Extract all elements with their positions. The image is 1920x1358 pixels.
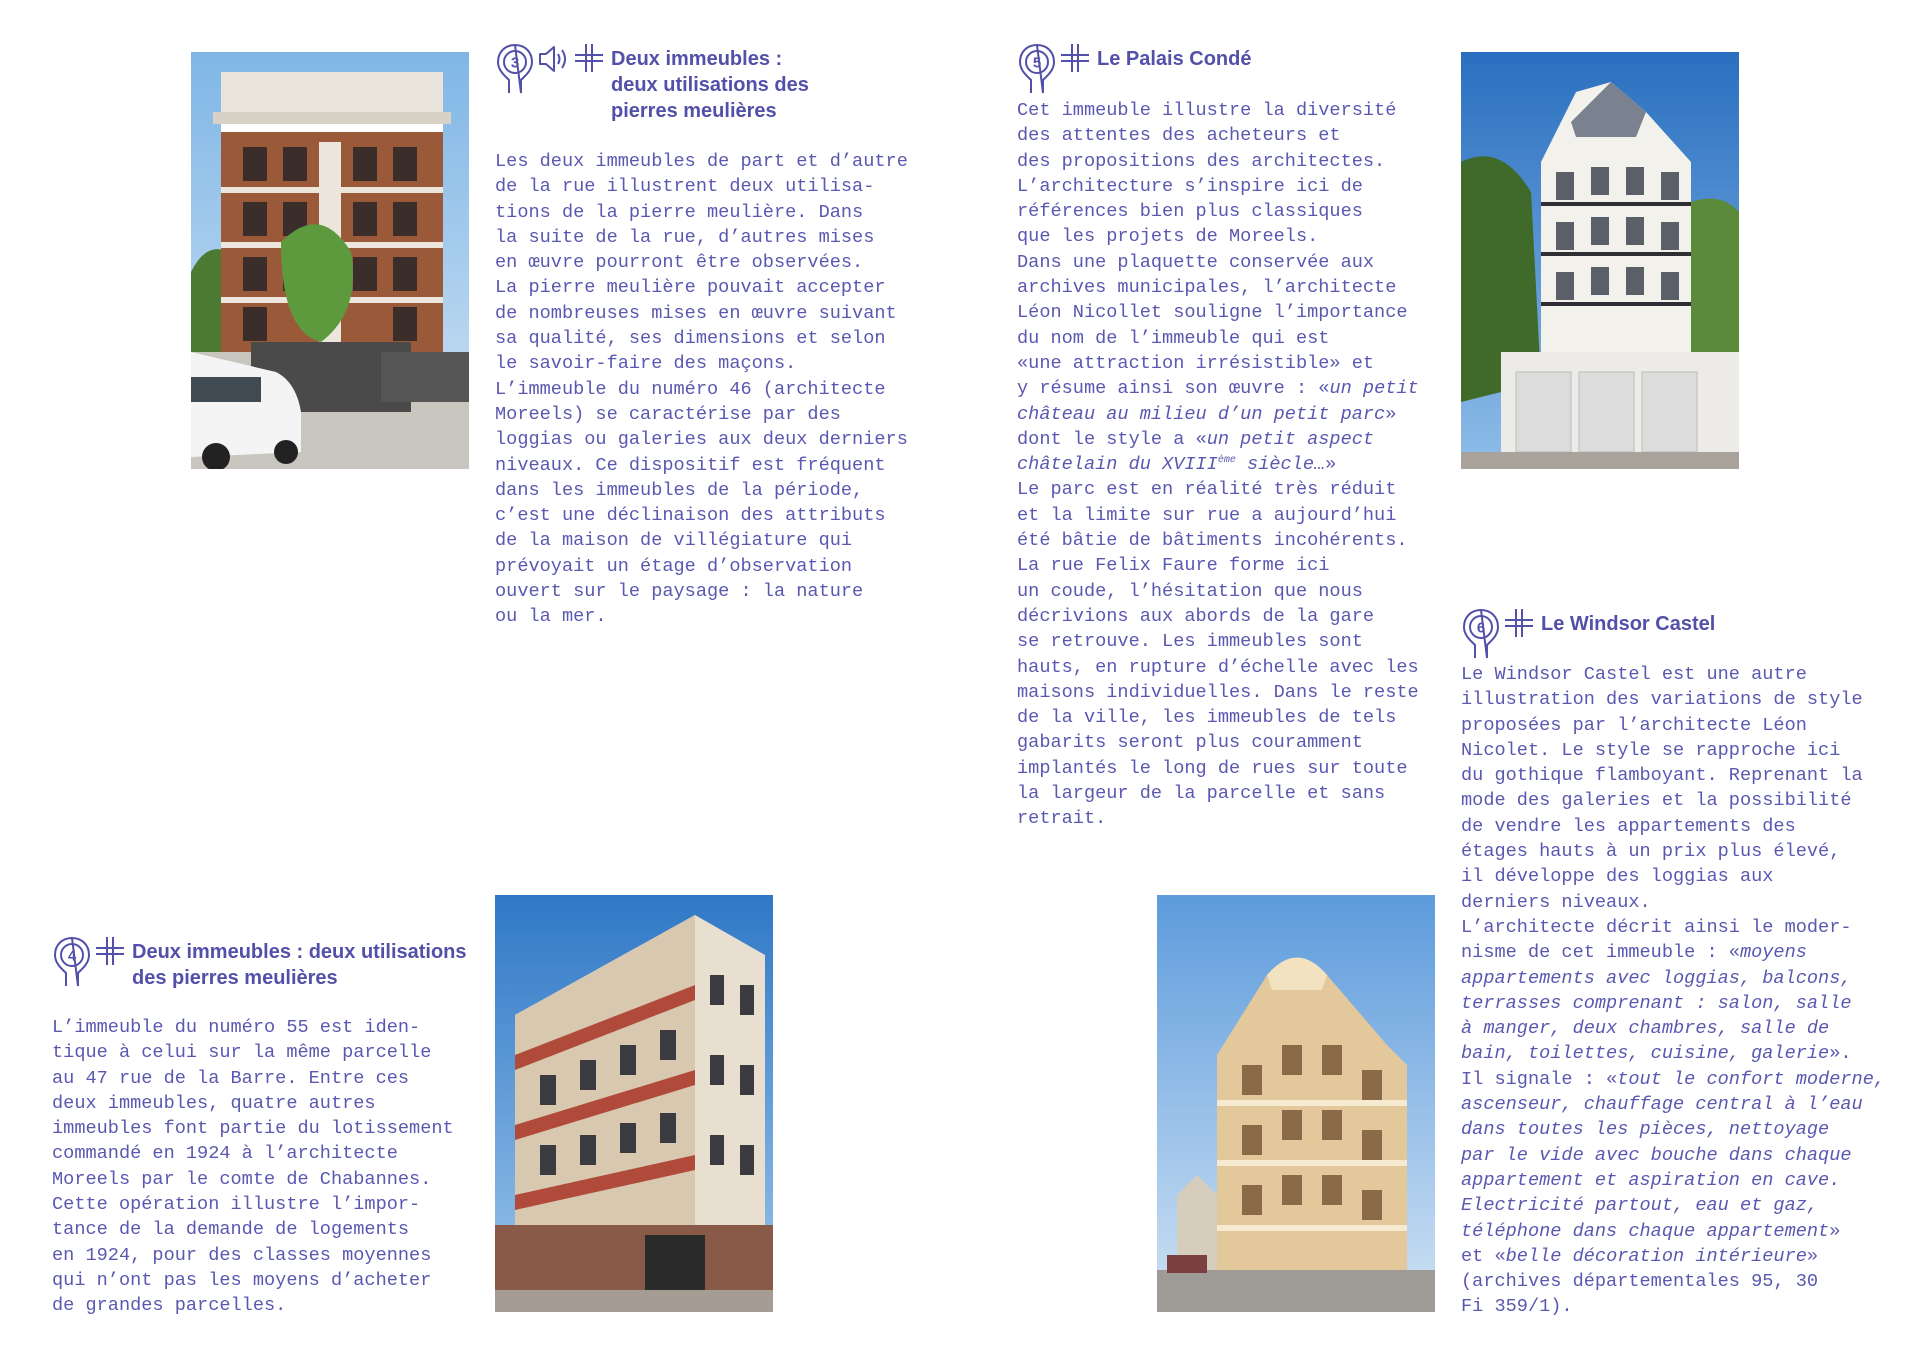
text-segment: La rue Felix Faure forme ici xyxy=(1017,555,1330,577)
entry-title-line: Deux immeubles : xyxy=(611,48,783,70)
body-line: qui n’ont pas les moyens d’acheter xyxy=(52,1269,432,1291)
text-segment: gabarits seront plus couramment xyxy=(1017,732,1363,754)
body-line: tique à celui sur la même parcelle xyxy=(52,1042,432,1064)
body-line xyxy=(1461,890,1885,915)
body-text-entry-3 xyxy=(495,149,908,630)
plus-icon xyxy=(1503,607,1535,639)
entry-title xyxy=(1097,46,1252,72)
body-line: Les deux immeubles de part et d’autre xyxy=(495,151,908,172)
italic-quote: par le vide avec bouche dans chaque xyxy=(1461,1144,1852,1166)
entry-title-line: Le Windsor Castel xyxy=(1541,613,1716,635)
body-line xyxy=(1017,781,1419,806)
entry-title xyxy=(1541,611,1715,637)
text-segment: Nicolet. Le style se rapproche ici xyxy=(1461,739,1841,761)
body-line xyxy=(1461,1041,1885,1066)
body-line: tions de la pierre meulière. Dans xyxy=(495,201,864,223)
text-segment: y résume ainsi son œuvre : « xyxy=(1017,378,1330,400)
body-line xyxy=(1017,655,1419,680)
body-line: L’immeuble du numéro 46 (architecte xyxy=(495,378,886,400)
italic-quote: bain, toilettes, cuisine, galerie xyxy=(1461,1043,1830,1065)
heading-entry-5 xyxy=(1017,42,1252,96)
text-segment: retrait. xyxy=(1017,808,1107,830)
text-segment: «une attraction irrésistible» et xyxy=(1017,352,1375,374)
body-line xyxy=(1017,326,1419,351)
text-segment: illustration des variations de style xyxy=(1461,689,1863,711)
italic-quote: à manger, deux chambres, salle de xyxy=(1461,1018,1830,1040)
plus-icon xyxy=(94,935,126,967)
body-line: La pierre meulière pouvait accepter xyxy=(495,277,886,299)
text-segment: des attentes des acheteurs et xyxy=(1017,125,1341,147)
text-segment: références bien plus classiques xyxy=(1017,201,1363,223)
body-line xyxy=(1017,351,1419,376)
body-line: loggias ou galeries aux deux derniers xyxy=(495,429,908,451)
body-line xyxy=(1017,300,1419,325)
text-segment: hauts, en rupture d’échelle avec les xyxy=(1017,656,1419,678)
entry-title-line: Deux immeubles : deux utilisations xyxy=(132,941,467,963)
photo-windsor-castel xyxy=(1157,895,1435,1312)
italic-quote: » xyxy=(1325,454,1337,476)
body-line xyxy=(1017,224,1419,249)
body-line xyxy=(1461,687,1885,712)
body-line: prévoyait un étage d’observation xyxy=(495,555,853,577)
body-line xyxy=(1017,275,1419,300)
body-line: niveaux. Ce dispositif est fréquent xyxy=(495,454,886,476)
heading-entry-4 xyxy=(52,935,467,991)
italic-quote: dans toutes les pièces, nettoyage xyxy=(1461,1119,1830,1141)
entry-number: 3 xyxy=(510,54,520,72)
italic-quote: terrasses comprenant : salon, salle xyxy=(1461,992,1852,1014)
text-segment: siècle… xyxy=(1235,454,1326,476)
body-line xyxy=(1017,604,1419,629)
body-line xyxy=(1017,376,1419,401)
body-line xyxy=(1017,149,1419,174)
text-segment: du nom de l’immeuble qui est xyxy=(1017,327,1330,349)
text-segment: ». xyxy=(1829,1043,1852,1065)
body-line: Moreels) se caractérise par des xyxy=(495,403,841,425)
body-line xyxy=(1017,756,1419,781)
text-segment: et « xyxy=(1461,1245,1506,1267)
text-segment: mode des galeries et la possibilité xyxy=(1461,790,1852,812)
body-line xyxy=(1461,763,1885,788)
body-line xyxy=(1017,553,1419,578)
heading-entry-3 xyxy=(495,42,809,124)
text-segment: de vendre les appartements des xyxy=(1461,815,1796,837)
italic-quote: téléphone dans chaque appartement xyxy=(1461,1220,1830,1242)
italic-quote: un petit xyxy=(1329,378,1419,400)
body-line xyxy=(1017,402,1419,427)
text-segment: Fi 359/1). xyxy=(1461,1296,1573,1318)
body-line: Moreels par le comte de Chabannes. xyxy=(52,1168,432,1190)
entry-title xyxy=(132,939,467,991)
body-line xyxy=(1017,629,1419,654)
body-line: Cette opération illustre l’impor- xyxy=(52,1194,421,1216)
text-segment: » xyxy=(1806,1245,1819,1267)
body-line xyxy=(1461,991,1885,1016)
text-segment: un coude, l’hésitation que nous xyxy=(1017,580,1363,602)
text-segment: été bâtie de bâtiments incohérents. xyxy=(1017,530,1408,552)
body-line: en 1924, pour des classes moyennes xyxy=(52,1244,432,1266)
text-segment: étages hauts à un prix plus élevé, xyxy=(1461,841,1841,863)
text-segment: L’architecture s’inspire ici de xyxy=(1017,175,1363,197)
speaker-icon xyxy=(537,42,571,76)
heading-entry-6 xyxy=(1461,607,1715,661)
body-line xyxy=(1461,662,1885,687)
italic-quote: Electricité partout, eau et gaz, xyxy=(1461,1195,1819,1217)
body-line: le savoir-faire des maçons. xyxy=(495,353,797,375)
entry-title-line: deux utilisations des xyxy=(611,74,809,96)
body-line xyxy=(1017,806,1419,831)
text-segment: implantés le long de rues sur toute xyxy=(1017,757,1408,779)
body-line: c’est une déclinaison des attributs xyxy=(495,505,886,527)
body-line: la suite de la rue, d’autres mises xyxy=(495,226,875,248)
body-line: deux immeubles, quatre autres xyxy=(52,1092,376,1114)
entry-title-line: Le Palais Condé xyxy=(1097,48,1252,70)
body-text-entry-4 xyxy=(52,1015,454,1319)
pin-icon xyxy=(1461,607,1501,661)
superscript: ème xyxy=(1217,454,1236,466)
text-segment: Il signale : « xyxy=(1461,1068,1618,1090)
body-line xyxy=(1017,123,1419,148)
body-line xyxy=(1017,705,1419,730)
pin-icon xyxy=(495,42,535,96)
plus-icon xyxy=(1059,42,1091,74)
body-line xyxy=(1461,915,1885,940)
text-segment: que les projets de Moreels. xyxy=(1017,226,1319,248)
text-segment: château au milieu d’un petit parc xyxy=(1017,403,1386,425)
text-segment: derniers niveaux. xyxy=(1461,891,1651,913)
photo-building-46 xyxy=(191,52,469,469)
text-segment: Le Windsor Castel est une autre xyxy=(1461,664,1807,685)
text-segment: Léon Nicollet souligne l’importance xyxy=(1017,302,1408,324)
entry-title-line: des pierres meulières xyxy=(132,967,338,989)
body-line xyxy=(1461,1016,1885,1041)
body-line xyxy=(1017,503,1419,528)
text-segment: décrivions aux abords de la gare xyxy=(1017,605,1375,627)
body-line xyxy=(1461,738,1885,763)
text-segment: il développe des loggias aux xyxy=(1461,866,1774,888)
body-line xyxy=(1461,1117,1885,1142)
text-segment: proposées par l’architecte Léon xyxy=(1461,714,1807,736)
body-line xyxy=(1461,1092,1885,1117)
body-line xyxy=(1017,427,1419,452)
italic-quote: un petit aspect xyxy=(1206,428,1375,450)
italic-quote: » xyxy=(1385,403,1397,425)
body-line xyxy=(1461,1244,1885,1269)
italic-quote: tout le confort moderne, xyxy=(1617,1068,1886,1090)
body-line: en œuvre pourront être observées. xyxy=(495,252,864,274)
body-line xyxy=(1017,579,1419,604)
body-line xyxy=(1017,528,1419,553)
body-line xyxy=(1017,730,1419,755)
plus-icon xyxy=(573,42,605,74)
body-line xyxy=(1017,250,1419,275)
body-line xyxy=(1461,966,1885,991)
body-line xyxy=(1017,98,1419,123)
entry-number: 4 xyxy=(67,947,77,965)
body-line xyxy=(1461,1269,1885,1294)
text-segment: se retrouve. Les immeubles sont xyxy=(1017,631,1363,653)
text-segment: » xyxy=(1829,1220,1841,1242)
entry-number: 6 xyxy=(1476,619,1486,637)
body-text-entry-6 xyxy=(1461,662,1885,1320)
italic-quote: ascenseur, chauffage central à l’eau xyxy=(1461,1094,1863,1116)
text-segment: Dans une plaquette conservée aux xyxy=(1017,251,1375,273)
body-line: ou la mer. xyxy=(495,606,607,628)
body-line: tance de la demande de logements xyxy=(52,1219,410,1241)
body-line xyxy=(1461,1193,1885,1218)
body-line: de la maison de villégiature qui xyxy=(495,530,853,552)
body-line xyxy=(1461,1294,1885,1319)
body-line xyxy=(1461,864,1885,889)
body-line xyxy=(1017,199,1419,224)
text-segment: L’architecte décrit ainsi le moder- xyxy=(1461,916,1852,938)
body-line xyxy=(1017,452,1419,477)
body-line: de grandes parcelles. xyxy=(52,1295,287,1317)
body-text-entry-5 xyxy=(1017,98,1419,832)
body-line xyxy=(1461,1168,1885,1193)
body-line xyxy=(1461,814,1885,839)
italic-quote: moyens xyxy=(1739,942,1807,964)
pin-icon xyxy=(1017,42,1057,96)
text-segment: châtelain du XVIII xyxy=(1017,454,1218,476)
body-line: ouvert sur le paysage : la nature xyxy=(495,581,864,603)
body-line xyxy=(1461,1143,1885,1168)
body-line xyxy=(1017,477,1419,502)
body-line xyxy=(1461,788,1885,813)
italic-quote: belle décoration intérieure xyxy=(1505,1245,1807,1267)
body-line: de nombreuses mises en œuvre suivant xyxy=(495,302,897,324)
text-segment: Cet immeuble illustre la diversité xyxy=(1017,100,1397,121)
body-line: commandé en 1924 à l’architecte xyxy=(52,1143,398,1165)
body-line xyxy=(1461,1067,1885,1092)
text-segment: nisme de cet immeuble : « xyxy=(1461,942,1740,964)
text-segment: la largeur de la parcelle et sans xyxy=(1017,783,1386,805)
entry-number: 5 xyxy=(1032,54,1042,72)
text-segment: dont le style a « xyxy=(1017,428,1207,450)
entry-title-line: pierres meulières xyxy=(611,100,777,122)
body-line: dans les immeubles de la période, xyxy=(495,479,864,501)
body-line xyxy=(1017,680,1419,705)
entry-title xyxy=(611,46,809,124)
text-segment: et la limite sur rue a aujourd’hui xyxy=(1017,504,1397,526)
pin-icon xyxy=(52,935,92,989)
body-line: de la rue illustrent deux utilisa- xyxy=(495,176,875,198)
photo-palais-conde xyxy=(1461,52,1739,469)
body-line xyxy=(1461,1219,1885,1244)
body-line xyxy=(1461,940,1885,965)
body-line: au 47 rue de la Barre. Entre ces xyxy=(52,1067,410,1089)
photo-building-55 xyxy=(495,895,773,1312)
body-line xyxy=(1461,713,1885,738)
text-segment: (archives départementales 95, 30 xyxy=(1461,1271,1819,1293)
body-line: L’immeuble du numéro 55 est iden- xyxy=(52,1017,421,1038)
text-segment: du gothique flamboyant. Reprenant la xyxy=(1461,765,1863,787)
text-segment: de la ville, les immeubles de tels xyxy=(1017,707,1397,729)
text-segment: des propositions des architectes. xyxy=(1017,150,1386,172)
text-segment: Le parc est en réalité très réduit xyxy=(1017,479,1397,501)
text-segment: archives municipales, l’architecte xyxy=(1017,277,1397,299)
body-line xyxy=(1017,174,1419,199)
text-segment: maisons individuelles. Dans le reste xyxy=(1017,681,1419,703)
body-line: sa qualité, ses dimensions et selon xyxy=(495,328,886,350)
italic-quote: appartements avec loggias, balcons, xyxy=(1461,967,1852,989)
body-line: immeubles font partie du lotissement xyxy=(52,1118,454,1140)
italic-quote: appartement et aspiration en cave. xyxy=(1461,1169,1841,1191)
body-line xyxy=(1461,839,1885,864)
